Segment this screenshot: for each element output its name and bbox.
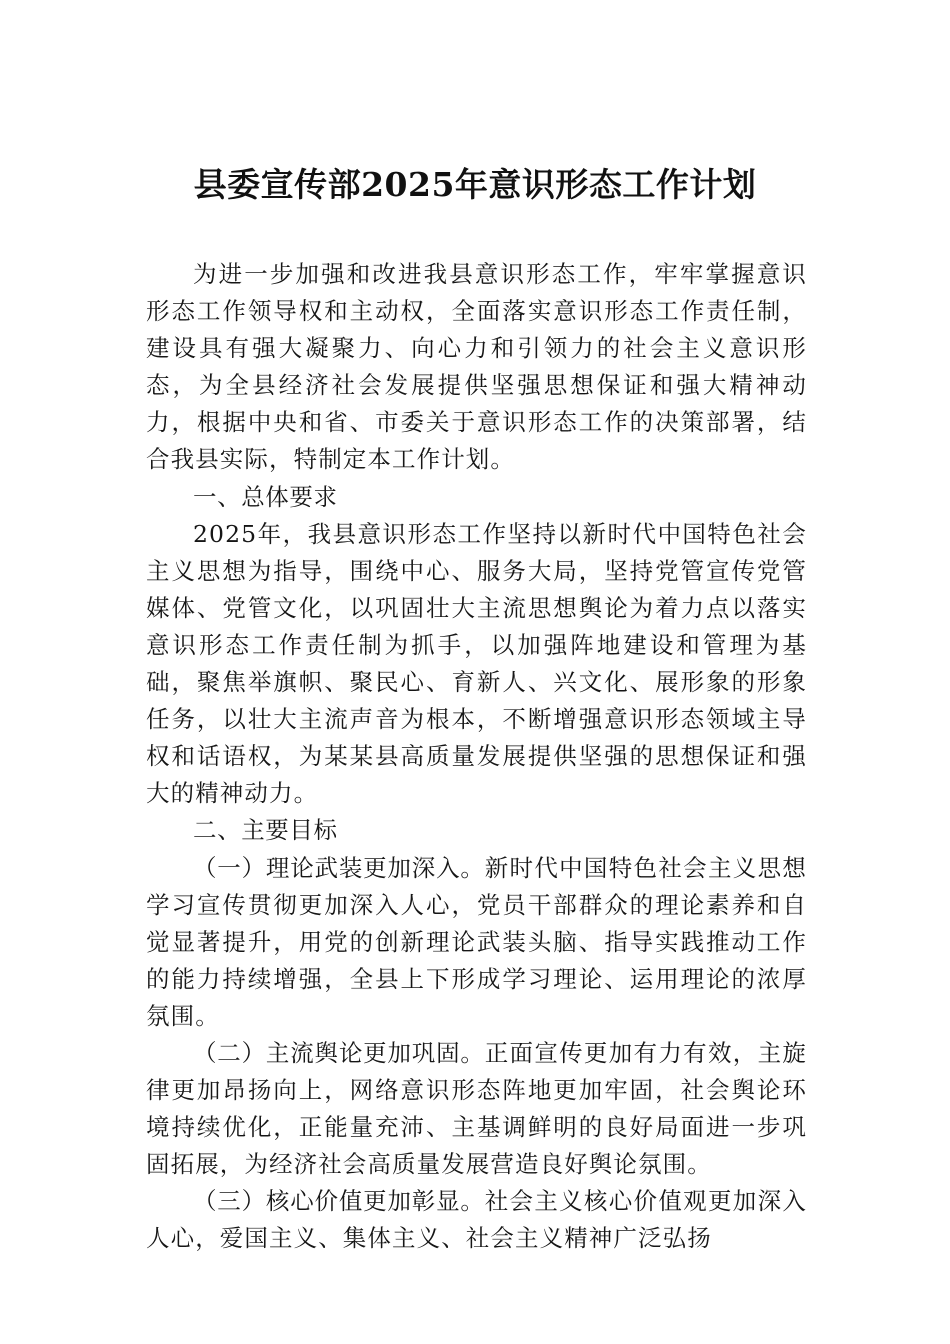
goal-item-text: 新时代中国特色社会主义思想学习宣传贯彻更加深入人心，党员干部群众的理论素养和自觉显著提升，用党的创新理论武装头脑、指导实践推动工作的能力持续增强，全县上下形成学习理论、运用理论的浓厚氛围。 bbox=[146, 853, 807, 1030]
section-heading-main-goals: 二、主要目标 bbox=[193, 816, 338, 845]
goal-item-text: 正面宣传更加有力有效，主旋律更加昂扬向上，网络意识形态阵地更加牢固，社会舆论环境持续优化，正能量充沛、主基调鲜明的良好局面进一步巩固拓展，为经济社会高质量发展营造良好舆论氛围。 bbox=[146, 1038, 807, 1179]
goal-item-lead: （二）主流舆论更加巩固。 bbox=[193, 1038, 485, 1067]
overall-requirements-paragraph: 2025年，我县意识形态工作坚持以新时代中国特色社会主义思想为指导，围绕中心、服务大局，坚持党管宣传党管媒体、党管文化，以巩固壮大主流思想舆论为着力点以落实意识形态工作责任制为抓手，以加强阵地建设和管理为基础，聚焦举旗帜、聚民心、育新人、兴文化、展形象的形象任务，以壮大主流声音为根本，不断增强意识形态领域主导权和话语权，为某某县高质量发展提供坚强的思想保证和强大的精神动力。 bbox=[146, 519, 807, 808]
document-title: 县委宣传部2025年意识形态工作计划 bbox=[193, 165, 757, 204]
section-heading-overall-requirements: 一、总体要求 bbox=[193, 482, 338, 511]
intro-paragraph: 为进一步加强和改进我县意识形态工作，牢牢掌握意识形态工作领导权和主动权，全面落实意识形态工作责任制，建设具有强大凝聚力、向心力和引领力的社会主义意识形态，为全县经济社会发展提供坚强思想保证和强大精神动力，根据中央和省、市委关于意识形态工作的决策部署，结合我县实际，特制定本工作计划。 bbox=[146, 260, 807, 474]
goal-item-lead: （三）核心价值更加彰显。 bbox=[193, 1187, 485, 1216]
goal-item-public-opinion bbox=[146, 1035, 807, 1183]
goal-item-theory bbox=[146, 850, 807, 1035]
goal-item-core-values bbox=[146, 1183, 807, 1257]
document-body bbox=[146, 256, 807, 1258]
goal-item-text: 社会主义核心价值观更加深入人心，爱国主义、集体主义、社会主义精神广泛弘扬 bbox=[146, 1187, 807, 1253]
goal-item-lead: （一）理论武装更加深入。 bbox=[193, 853, 485, 882]
